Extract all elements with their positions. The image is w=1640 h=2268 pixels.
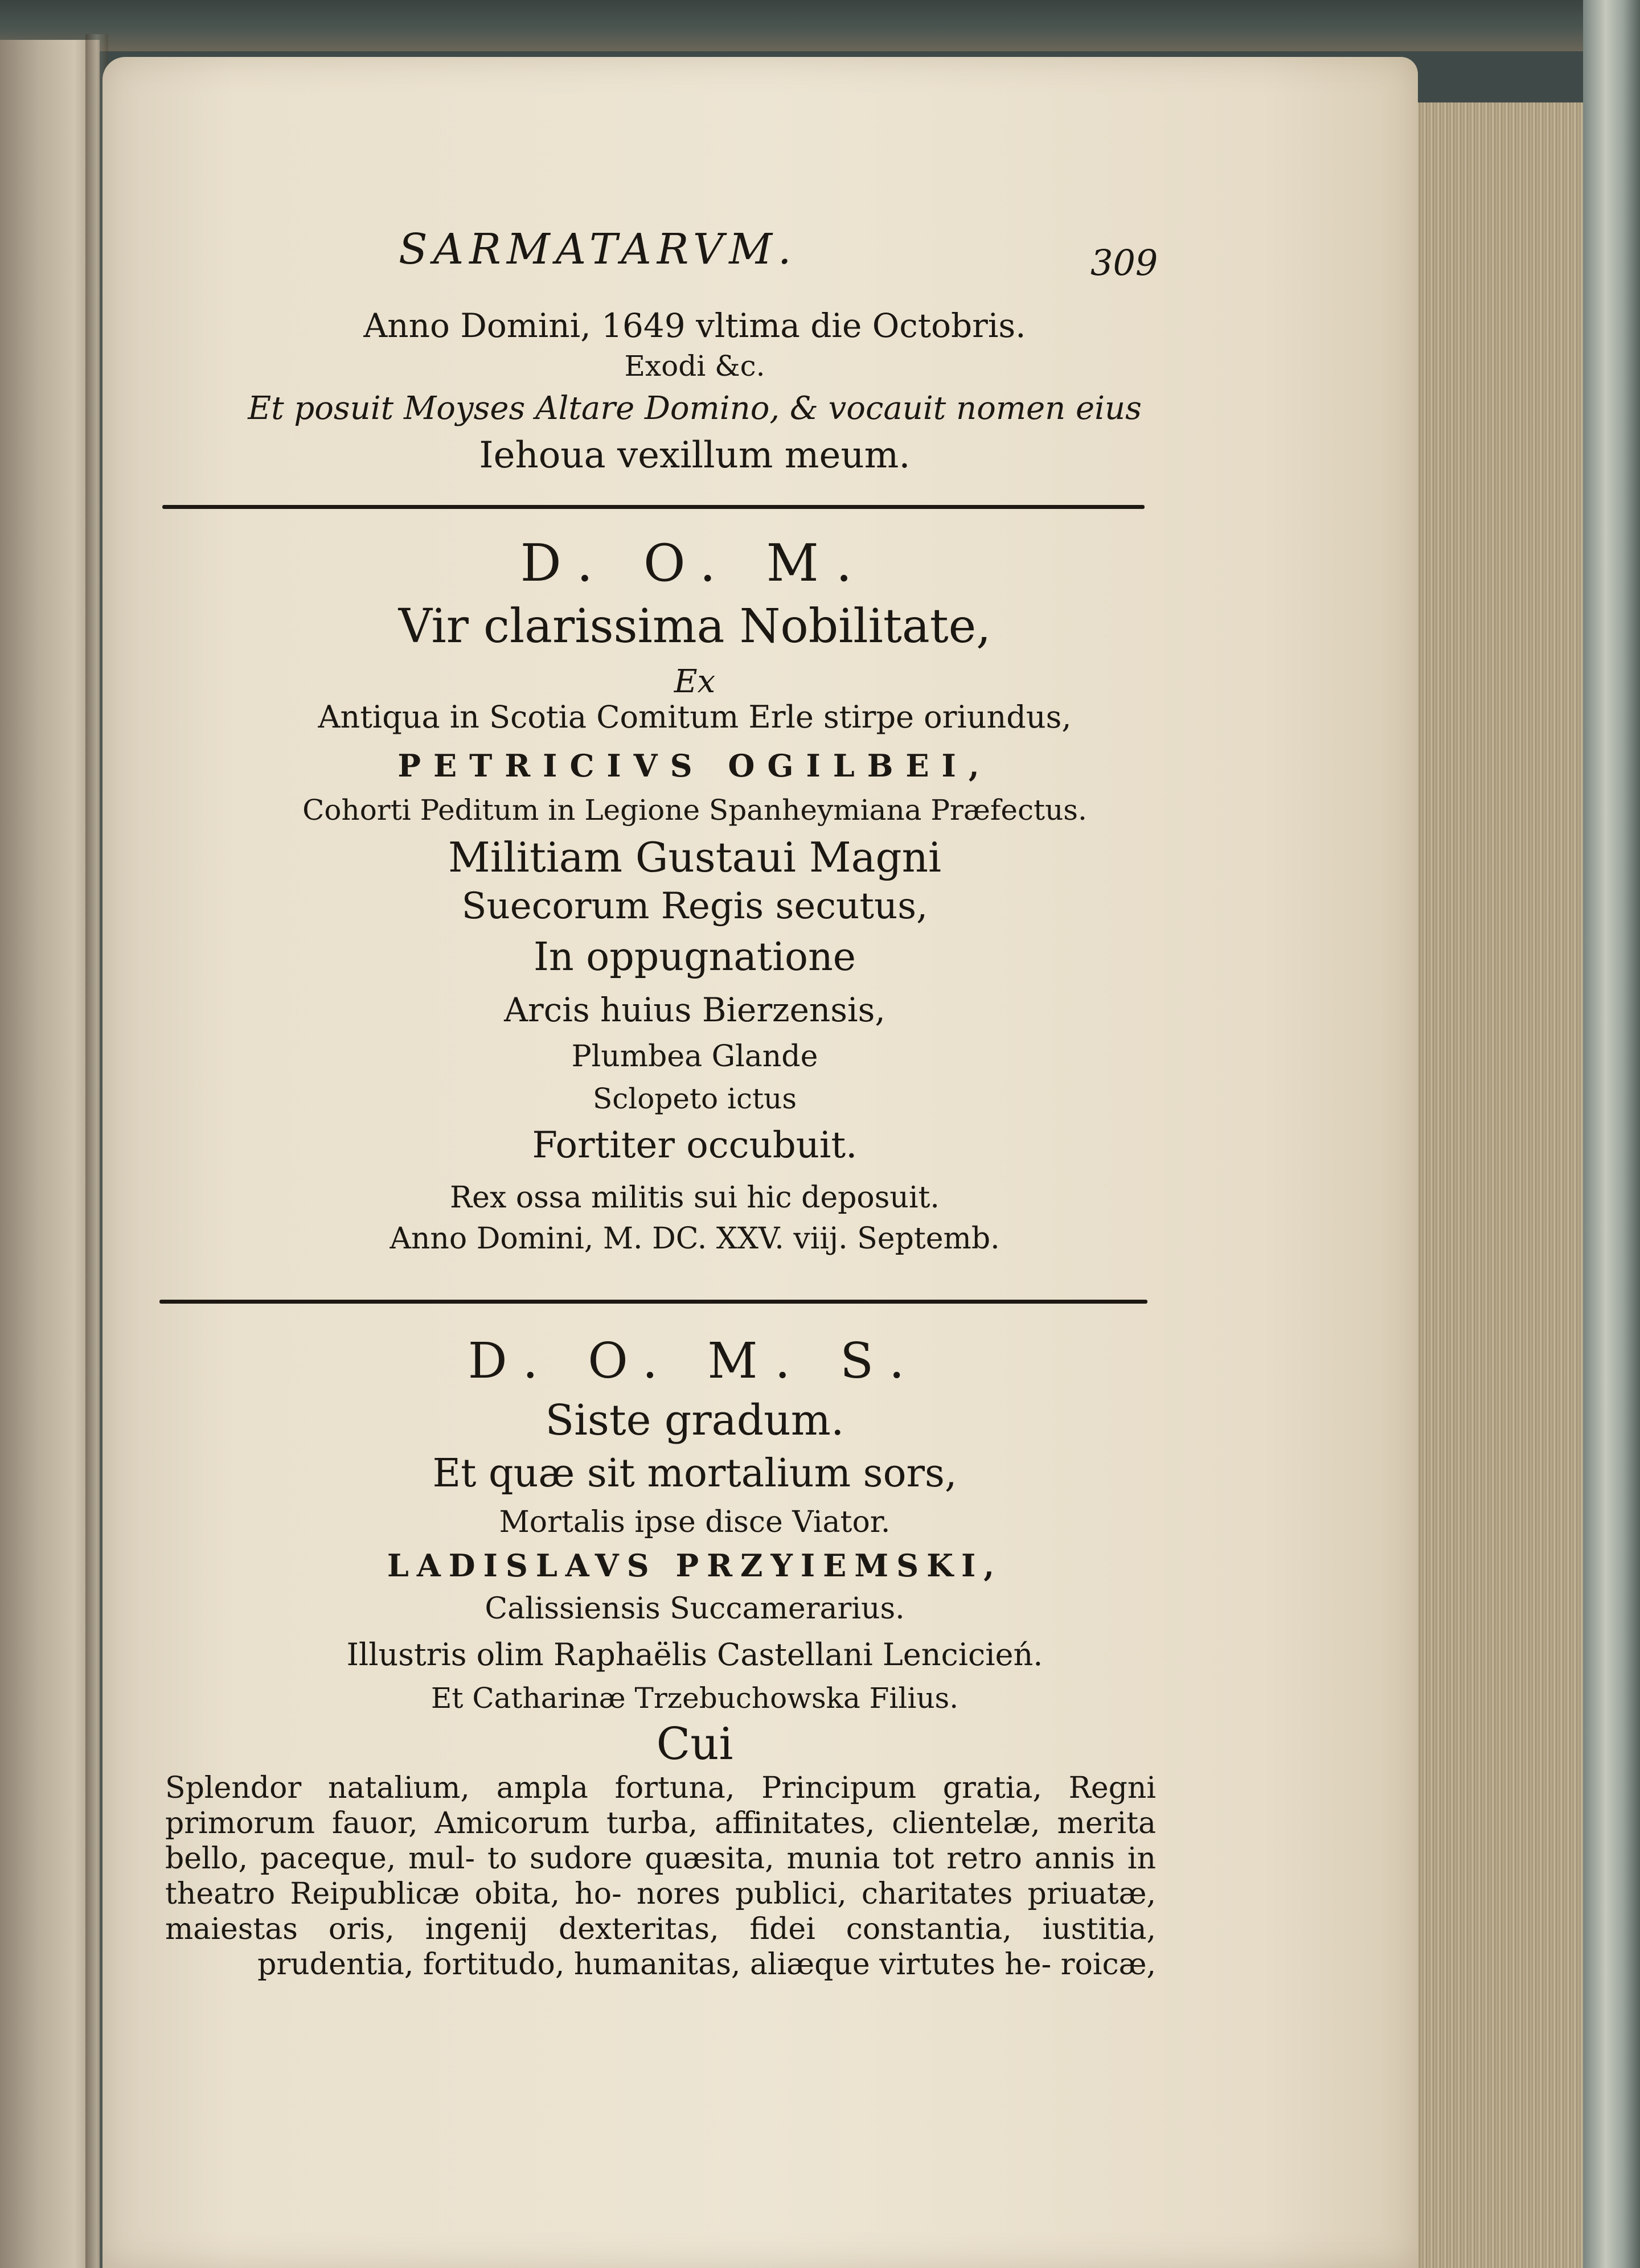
epitaph-line: Fortiter occubuit. xyxy=(532,1124,858,1166)
scripture-quote: Et posuit Moyses Altare Domino, & vocauit nomen eius xyxy=(248,390,1142,427)
epitaph-heading: D. O. M. xyxy=(520,533,870,593)
left-page-edge xyxy=(0,40,100,2268)
epitaph-line: Vir clarissima Nobilitate, xyxy=(398,599,991,654)
virtues-paragraph xyxy=(165,1770,1156,1982)
section-rule xyxy=(159,1300,1147,1304)
paragraph-line: to sudore quæsita, munia tot retro annis in theatro Reipublicæ obita, ho- xyxy=(165,1842,1157,1911)
epitaph-line: Calissiensis Succamerarius. xyxy=(485,1592,905,1626)
epitaph-date: Anno Domini, M. DC. XXV. viij. Septemb. xyxy=(390,1222,1000,1256)
deceased-name: LADISLAVS PRZYIEMSKI, xyxy=(387,1547,1003,1584)
paragraph-line: nores publici, charitates priuatæ, maiestas oris, ingenij dexteritas, fidei xyxy=(165,1877,1157,1946)
section-rule xyxy=(162,505,1145,509)
paragraph-line: roicæ, xyxy=(1060,1947,1156,1982)
deceased-name: PETRICIVS OGILBEI, xyxy=(397,747,992,784)
epitaph-line: Ex xyxy=(674,663,716,700)
epitaph-line: In oppugnatione xyxy=(534,935,856,980)
epitaph-heading: D. O. M. S. xyxy=(468,1333,922,1390)
epitaph-line: Militiam Gustaui Magni xyxy=(448,833,941,881)
epitaph-line: Et Catharinæ Trzebuchowska Filius. xyxy=(430,1682,959,1715)
scripture-quote-end: Iehoua vexillum meum. xyxy=(479,434,911,476)
epitaph-line: Suecorum Regis secutus, xyxy=(461,885,928,927)
epitaph-line: Antiqua in Scotia Comitum Erle stirpe oriundus, xyxy=(318,699,1072,735)
epitaph-line: Arcis huius Bierzensis, xyxy=(504,991,885,1029)
epitaph-line: Cui xyxy=(656,1719,733,1770)
epitaph-line: Rex ossa militis sui hic deposuit. xyxy=(450,1181,940,1215)
epitaph-line: Sclopeto ictus xyxy=(593,1082,797,1115)
page-number: 309 xyxy=(1090,242,1158,284)
cover-edge xyxy=(1583,0,1640,2268)
scripture-reference: Exodi &c. xyxy=(624,350,765,383)
paragraph-line: Splendor natalium, ampla fortuna, Principum gratia, Regni primorum xyxy=(165,1771,1156,1840)
epitaph-line: Plumbea Glande xyxy=(571,1040,818,1074)
epitaph-line: Cohorti Peditum in Legione Spanheymiana Præfectus. xyxy=(302,794,1087,827)
paragraph-line: constantia, iustitia, prudentia, fortitudo, humanitas, aliæque virtutes he- xyxy=(257,1912,1156,1982)
running-head: SARMATARVM. xyxy=(399,225,797,274)
epitaph-line: Mortalis ipse disce Viator. xyxy=(499,1505,891,1539)
epitaph-line: Et quæ sit mortalium sors, xyxy=(432,1451,957,1496)
epitaph-line: Illustris olim Raphaëlis Castellani Lencicień. xyxy=(346,1637,1043,1673)
book-binding xyxy=(0,0,1640,51)
paragraph-line: fauor, Amicorum turba, affinitates, clientelæ, merita bello, paceque, mul- xyxy=(165,1806,1157,1876)
date-line: Anno Domini, 1649 vltima die Octobris. xyxy=(363,306,1026,345)
epitaph-line: Siste gradum. xyxy=(545,1396,844,1445)
